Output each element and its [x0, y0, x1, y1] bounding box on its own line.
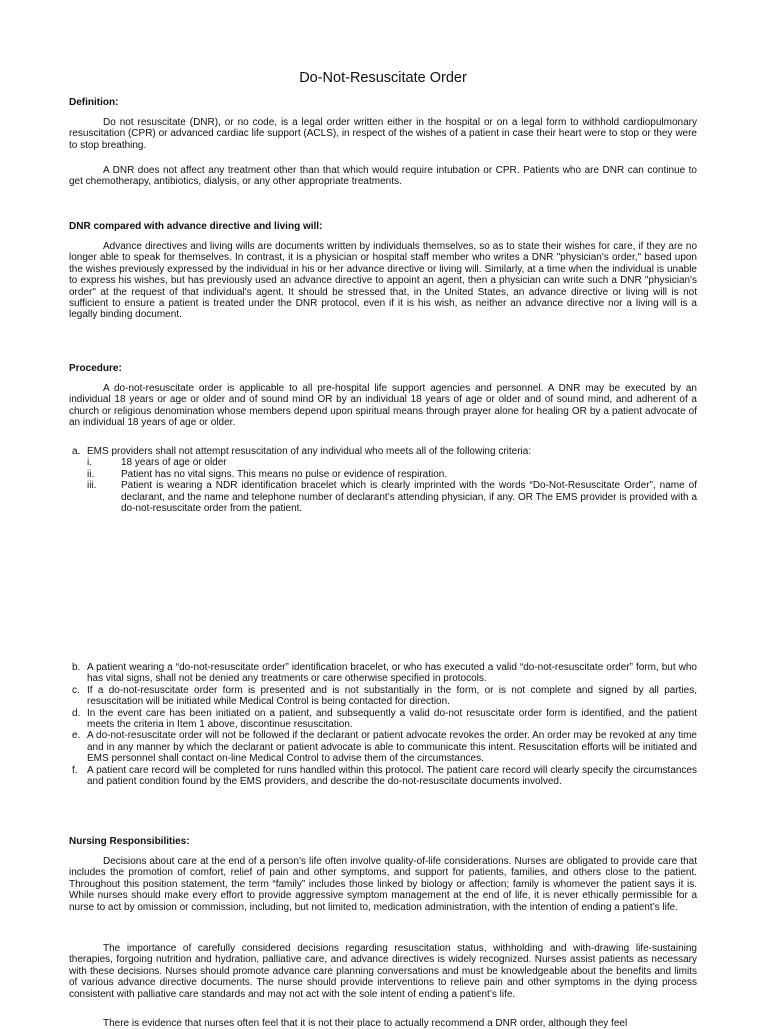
list-marker: c.: [72, 684, 80, 696]
sublist-item: [69, 469, 697, 480]
sublist-item: [69, 457, 697, 468]
list-item-text: If a do-not-resuscitate order form is presented and is not substantially in the form, or is not complete and signed by all parties, resuscitation will be initiated while Medical Control is being contacted for direction.: [87, 684, 697, 708]
sublist-item-text: Patient has no vital signs. This means no pulse or evidence of respiration.: [121, 468, 448, 480]
list-item-text: In the event care has been initiated on a patient, and subsequently a valid do-not resuscitate order form is identified, and the patient meets the criteria in Item 1 above, discontinue resuscitation.: [87, 707, 697, 731]
list-item-text: A do-not-resuscitate order will not be followed if the declarant or patient advocate revokes the order. An order may be revoked at any time and in any manner by which the declarant or patient advocate is able to communicate this intent. Resuscitation efforts will be initiated and EMS personnel shall contact on-line Medical Control to advise them of the circumstances.: [87, 730, 697, 765]
comparison-heading: DNR compared with advance directive and living will:: [69, 221, 323, 232]
list-marker: d.: [72, 707, 81, 719]
list-marker: e.: [72, 730, 81, 742]
document-title: Do-Not-Resuscitate Order: [299, 70, 467, 86]
nursing-paragraph-2: The importance of carefully considered decisions regarding resuscitation status, withholding and with-drawing life-sustaining therapies, forgoing nutrition and hydration, palliative care, and advance directives is widely recognized. Nurses assist patients as necessary with these decisions. Nurses should promote advance care planning conversations and must be knowledgeable about the benefits and limits of various advance directive documents. The nurse should provide interventions to relieve pain and other symptoms in the dying process consistent with palliative care standards and may not act with the sole intent of ending a patient’s life.: [69, 943, 697, 1000]
list-item-text: A patient care record will be completed for runs handled within this protocol. The patient care record will clearly specify the circumstances and patient condition found by the EMS providers, and describe the do-not-resuscitate documents involved.: [87, 764, 697, 788]
definition-heading: Definition:: [69, 97, 119, 108]
definition-paragraph-1: Do not resuscitate (DNR), or no code, is a legal order written either in the hospital or on a legal form to withhold cardiopulmonary resuscitation (CPR) or advanced cardiac life support (ACLS), in respect of the wishes of a patient in case their heart were to stop or they were to stop breathing.: [69, 117, 697, 151]
list-item-text: A patient wearing a “do-not-resuscitate order” identification bracelet, or who has executed a valid “do-not-resuscitate order” form, but who has vital signs, shall not be denied any treatments or care otherwise specified in protocols.: [87, 662, 697, 685]
comparison-paragraph-1: Advance directives and living wills are documents written by individuals themselves, so as to state their wishes for care, if they are no longer able to speak for themselves. In contrast, it is a physician or hospital staff member who writes a DNR "physician's order," based upon the wishes previously expressed by the individual in his or her advance directive or living will. Similarly, at a time when the individual is unable to express his wishes, but has previously used an advance directive to appoint an agent, then a physician can write such a DNR "physician's order" at the request of that individual's agent. It should be stressed that, in the United States, an advance directive or living will is not sufficient to ensure a patient is treated under the DNR protocol, even if it is his wish, as neither an advance directive nor a living will is a legally binding document.: [69, 241, 697, 321]
nursing-heading: Nursing Responsibilities:: [69, 836, 190, 847]
procedure-list-a: [69, 446, 697, 514]
list-item: [69, 765, 697, 788]
list-item: [69, 708, 697, 731]
nursing-paragraph-3: There is evidence that nurses often feel that it is not their place to actually recommend a DNR order, although they feel: [103, 1018, 628, 1029]
list-item: [69, 446, 697, 514]
sublist-marker: iii.: [87, 480, 97, 492]
procedure-heading: Procedure:: [69, 363, 122, 374]
list-marker: b.: [72, 662, 81, 673]
list-item: [69, 685, 697, 708]
sublist-item-text: Patient is wearing a NDR identification bracelet which is clearly imprinted with the words “Do-Not-Resuscitate Order”, name of declarant, and the name and telephone number of declarant’s attending physician, if any. OR The EMS provider is provided with a do-not-resuscitate order from the patient.: [121, 480, 697, 515]
sublist-marker: ii.: [87, 468, 95, 480]
list-marker: f.: [72, 764, 78, 776]
sublist-item-text: 18 years of age or older: [121, 457, 227, 469]
procedure-intro: A do-not-resuscitate order is applicable to all pre-hospital life support agencies and personnel. A DNR may be executed by an individual 18 years or age or older and of sound mind OR by an individual 18 years of age or older and of sound mind, and adherent of a church or religious denomination whose members depend upon spiritual means through prayer alone for healing OR by a patient advocate of an individual 18 years of age or older.: [69, 383, 697, 429]
nursing-paragraph-1: Decisions about care at the end of a person’s life often involve quality-of-life considerations. Nurses are obligated to provide care that includes the promotion of comfort, relief of pain and other symptoms, and support for patients, families, and others close to the patient. Throughout this position statement, the term “family” includes those linked by biology or affection; family is whomever the patient says it is. While nurses should make every effort to provide aggressive symptom management at the end of life, it is never ethically permissible for a nurse to act by omission or commission, including, but not limited to, medication administration, with the intention of ending a patient’s life.: [69, 856, 697, 913]
sublist-marker: i.: [87, 457, 92, 469]
definition-paragraph-2: A DNR does not affect any treatment other than that which would require intubation or CPR. Patients who are DNR can continue to get chemotherapy, antibiotics, dialysis, or any other appropriate treatments.: [69, 165, 697, 188]
list-item-text: EMS providers shall not attempt resuscitation of any individual who meets all of the following criteria:: [87, 446, 532, 457]
criteria-sublist: [69, 457, 697, 514]
procedure-list-rest: [69, 662, 697, 787]
list-marker: a.: [72, 446, 81, 457]
list-item: [69, 662, 697, 685]
sublist-item: [69, 480, 697, 514]
list-item: [69, 730, 697, 764]
